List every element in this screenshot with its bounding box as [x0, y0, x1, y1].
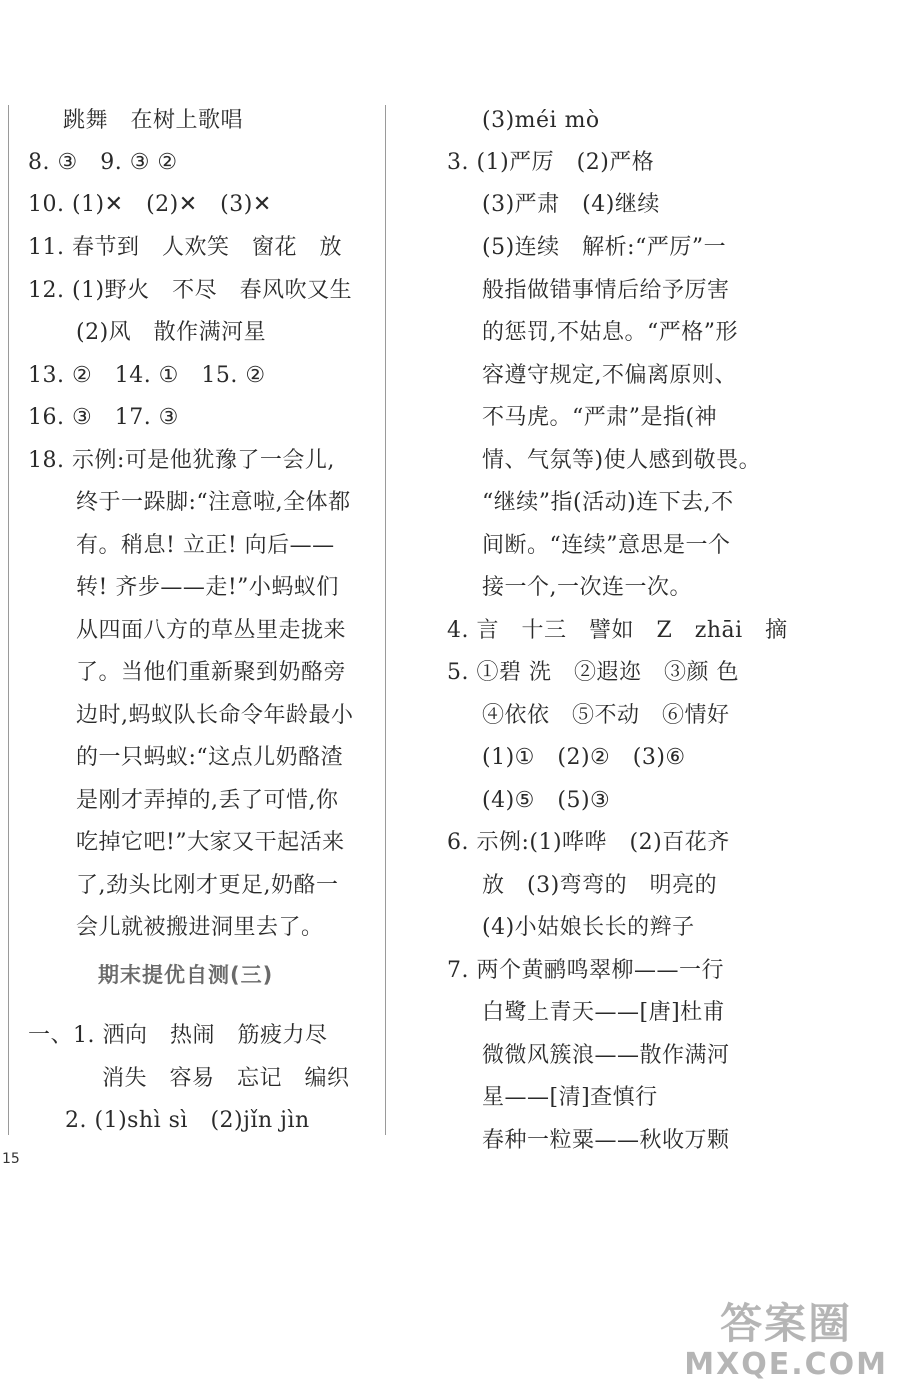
- right-line: 放 (3)弯弯的 明亮的: [482, 873, 718, 898]
- left-line: 10. (1)✕ (2)✕ (3)✕: [28, 192, 272, 217]
- right-line: (4)⑤ (5)③: [482, 788, 611, 813]
- right-line: 不马虎。“严肃”是指(神: [482, 405, 718, 430]
- left-line: 有。稍息! 立正! 向后——: [76, 533, 335, 558]
- column-divider: [385, 105, 386, 1135]
- left-line: 的一只蚂蚁:“这点儿奶酪渣: [76, 745, 344, 770]
- left-line: 18. 示例:可是他犹豫了一会儿,: [28, 448, 335, 473]
- left-line: 了。当他们重新聚到奶酪旁: [76, 660, 347, 685]
- left-margin-rule: [8, 105, 9, 1135]
- left-line: 是刚才弄掉的,丢了可惜,你: [76, 788, 339, 813]
- right-line: 般指做错事情后给予厉害: [482, 278, 730, 303]
- watermark-logo-text: 答案圈: [720, 1299, 853, 1348]
- left-line: 了,劲头比刚才更足,奶酪一: [76, 873, 339, 898]
- right-line: “继续”指(活动)连下去,不: [482, 490, 734, 515]
- right-line: 情、气氛等)使人感到敬畏。: [482, 448, 762, 473]
- left-line: 11. 春节到 人欢笑 窗花 放: [28, 235, 342, 260]
- page-number: 15: [2, 1151, 20, 1167]
- left-line: 会儿就被搬进洞里去了。: [76, 915, 324, 940]
- left-line: 13. ② 14. ① 15. ②: [28, 363, 266, 388]
- left-line: 16. ③ 17. ③: [28, 405, 179, 430]
- left-line: 终于一跺脚:“注意啦,全体都: [76, 490, 351, 515]
- watermark: [684, 1300, 888, 1382]
- right-line: ④依依 ⑤不动 ⑥情好: [482, 703, 730, 728]
- left-line: 一、1. 洒向 热闹 筋疲力尽: [28, 1023, 328, 1048]
- left-line: 8. ③ 9. ③ ②: [28, 150, 178, 175]
- left-line: 边时,蚂蚁队长命令年龄最小: [76, 703, 354, 728]
- right-line: (4)小姑娘长长的辫子: [482, 915, 695, 940]
- left-line: 从四面八方的草丛里走拢来: [76, 618, 347, 643]
- left-line: 跳舞 在树上歌唱: [63, 108, 244, 133]
- left-line: 吃掉它吧!”大家又干起活来: [76, 830, 345, 855]
- right-line: 微微风簇浪——散作满河: [482, 1043, 730, 1068]
- right-line: 6. 示例:(1)哗哗 (2)百花齐: [447, 830, 730, 855]
- left-line: 2. (1)shì sì (2)jǐn jìn: [65, 1108, 310, 1133]
- right-line: (1)① (2)② (3)⑥: [482, 745, 686, 770]
- right-line: (5)连续 解析:“严厉”一: [482, 235, 727, 260]
- left-line: 转! 齐步——走!”小蚂蚁们: [76, 575, 339, 600]
- right-line: (3)严肃 (4)继续: [482, 192, 660, 217]
- right-line: 5. ①碧 洗 ②遐迩 ③颜 色: [447, 660, 739, 685]
- left-line: (2)风 散作满河星: [76, 320, 267, 345]
- watermark-url: MXQE.COM: [684, 1347, 888, 1382]
- right-line: 的惩罚,不姑息。“严格”形: [482, 320, 738, 345]
- right-line: 3. (1)严厉 (2)严格: [447, 150, 655, 175]
- right-line: 星——[清]查慎行: [482, 1085, 658, 1110]
- section-title: 期末提优自测(三): [98, 963, 274, 987]
- right-line: 4. 言 十三 譬如 Z zhāi 摘: [447, 618, 788, 643]
- right-line: 间断。“连续”意思是一个: [482, 533, 731, 558]
- left-line: 12. (1)野火 不尽 春风吹又生: [28, 278, 353, 303]
- right-line: 接一个,一次连一次。: [482, 575, 692, 600]
- right-line: 容遵守规定,不偏离原则、: [482, 363, 737, 388]
- left-line: 消失 容易 忘记 编织: [102, 1066, 350, 1091]
- right-line: 白鹭上青天——[唐]杜甫: [482, 1000, 726, 1025]
- right-line: (3)méi mò: [482, 108, 600, 133]
- right-line: 7. 两个黄鹂鸣翠柳——一行: [447, 958, 724, 983]
- right-line: 春种一粒粟——秋收万颗: [482, 1128, 730, 1153]
